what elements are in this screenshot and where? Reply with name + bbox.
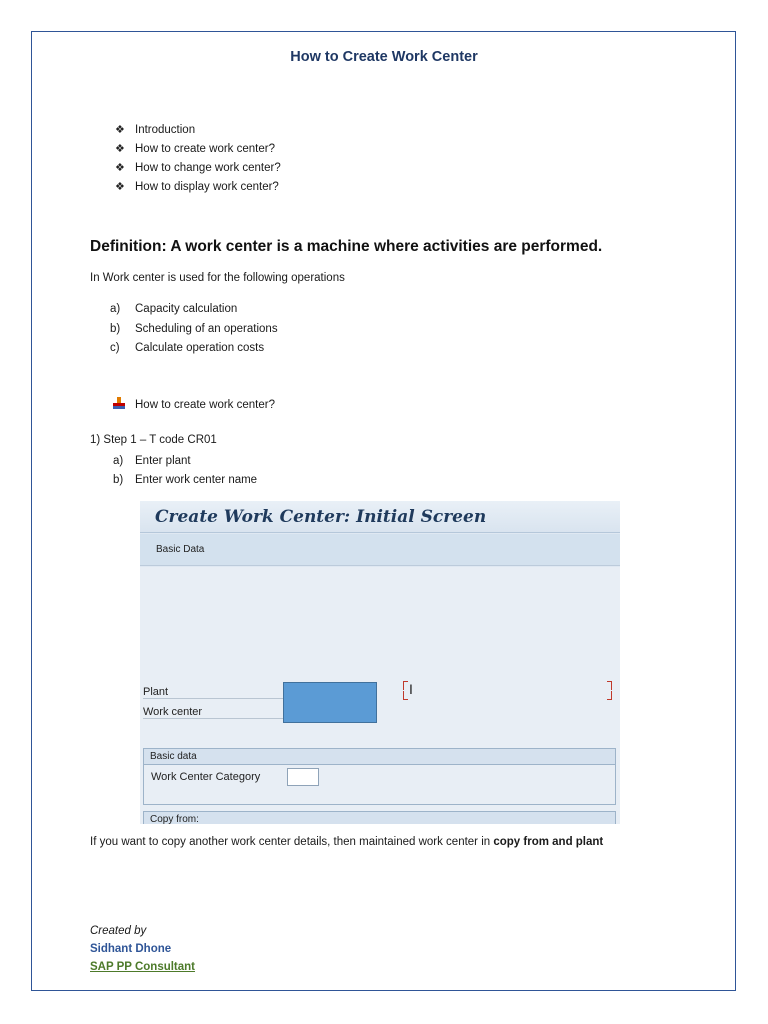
toc-item <box>115 121 281 140</box>
list-item <box>110 320 278 340</box>
copy-note-bold: copy from and plant <box>493 836 604 848</box>
step-heading: 1) Step 1 – T code CR01 <box>90 434 217 446</box>
toc-item <box>115 159 281 178</box>
work-center-label: Work center <box>143 706 283 719</box>
list-item <box>110 339 278 359</box>
field-bracket-br <box>607 691 612 700</box>
work-center-category-input[interactable] <box>287 768 319 786</box>
list-item-label: Capacity calculation <box>135 303 238 315</box>
sap-screen-title: Create Work Center: Initial Screen <box>140 501 620 533</box>
list-item <box>110 300 278 320</box>
group-heading: Copy from: <box>144 812 615 824</box>
section-heading-label: How to create work center? <box>135 399 275 411</box>
list-item-label: Enter work center name <box>135 473 258 486</box>
toc-item-label: Introduction <box>135 124 196 136</box>
plant-work-center-input[interactable] <box>283 682 377 723</box>
operations-list <box>110 300 278 359</box>
list-item-label: Calculate operation costs <box>135 342 265 354</box>
step-items <box>113 452 257 489</box>
list-marker: a) <box>113 455 124 467</box>
list-marker: b) <box>113 473 124 486</box>
toc-item-label: How to display work center? <box>135 181 279 193</box>
definition-heading: Definition: A work center is a machine where activities are performed. <box>90 238 603 255</box>
basic-data-button[interactable]: Basic Data <box>156 544 205 555</box>
diamond-bullet-icon: ❖ <box>115 181 125 193</box>
page-title: How to Create Work Center <box>290 49 478 65</box>
text-cursor: I <box>409 681 413 697</box>
diamond-bullet-icon: ❖ <box>115 143 125 155</box>
field-bracket-tr <box>607 681 612 690</box>
created-by-label: Created by <box>90 925 147 937</box>
list-item <box>113 452 257 471</box>
author-role-link[interactable]: SAP PP Consultant <box>90 961 196 973</box>
intro-text: In Work center is used for the following operations <box>90 272 345 284</box>
group-heading: Basic data <box>144 749 615 765</box>
work-center-category-label: Work Center Category <box>151 771 261 783</box>
cross-arrow-icon <box>113 397 125 409</box>
field-bracket-tl <box>403 681 408 690</box>
sap-body <box>140 567 620 824</box>
list-marker: a) <box>110 303 121 315</box>
toc-list <box>115 121 281 197</box>
diamond-bullet-icon: ❖ <box>115 162 125 174</box>
copy-from-group <box>143 811 616 824</box>
list-item <box>113 471 257 490</box>
diamond-bullet-icon: ❖ <box>115 124 125 136</box>
toc-item <box>115 178 281 197</box>
list-item-label: Enter plant <box>135 455 191 467</box>
toc-item-label: How to create work center? <box>135 143 275 155</box>
list-marker: c) <box>110 342 120 354</box>
plant-label: Plant <box>143 686 283 699</box>
sap-screenshot <box>140 501 620 824</box>
section-heading <box>113 397 275 411</box>
toc-item <box>115 140 281 159</box>
toc-item-label: How to change work center? <box>135 162 281 174</box>
copy-note <box>90 836 603 848</box>
sap-toolbar <box>140 534 620 566</box>
field-bracket-bl <box>403 691 408 700</box>
author-name: Sidhant Dhone <box>90 943 172 955</box>
copy-note-text: If you want to copy another work center details, then maintained work center in <box>90 836 494 848</box>
list-marker: b) <box>110 322 121 335</box>
basic-data-group <box>143 748 616 805</box>
list-item-label: Scheduling of an operations <box>135 322 278 335</box>
